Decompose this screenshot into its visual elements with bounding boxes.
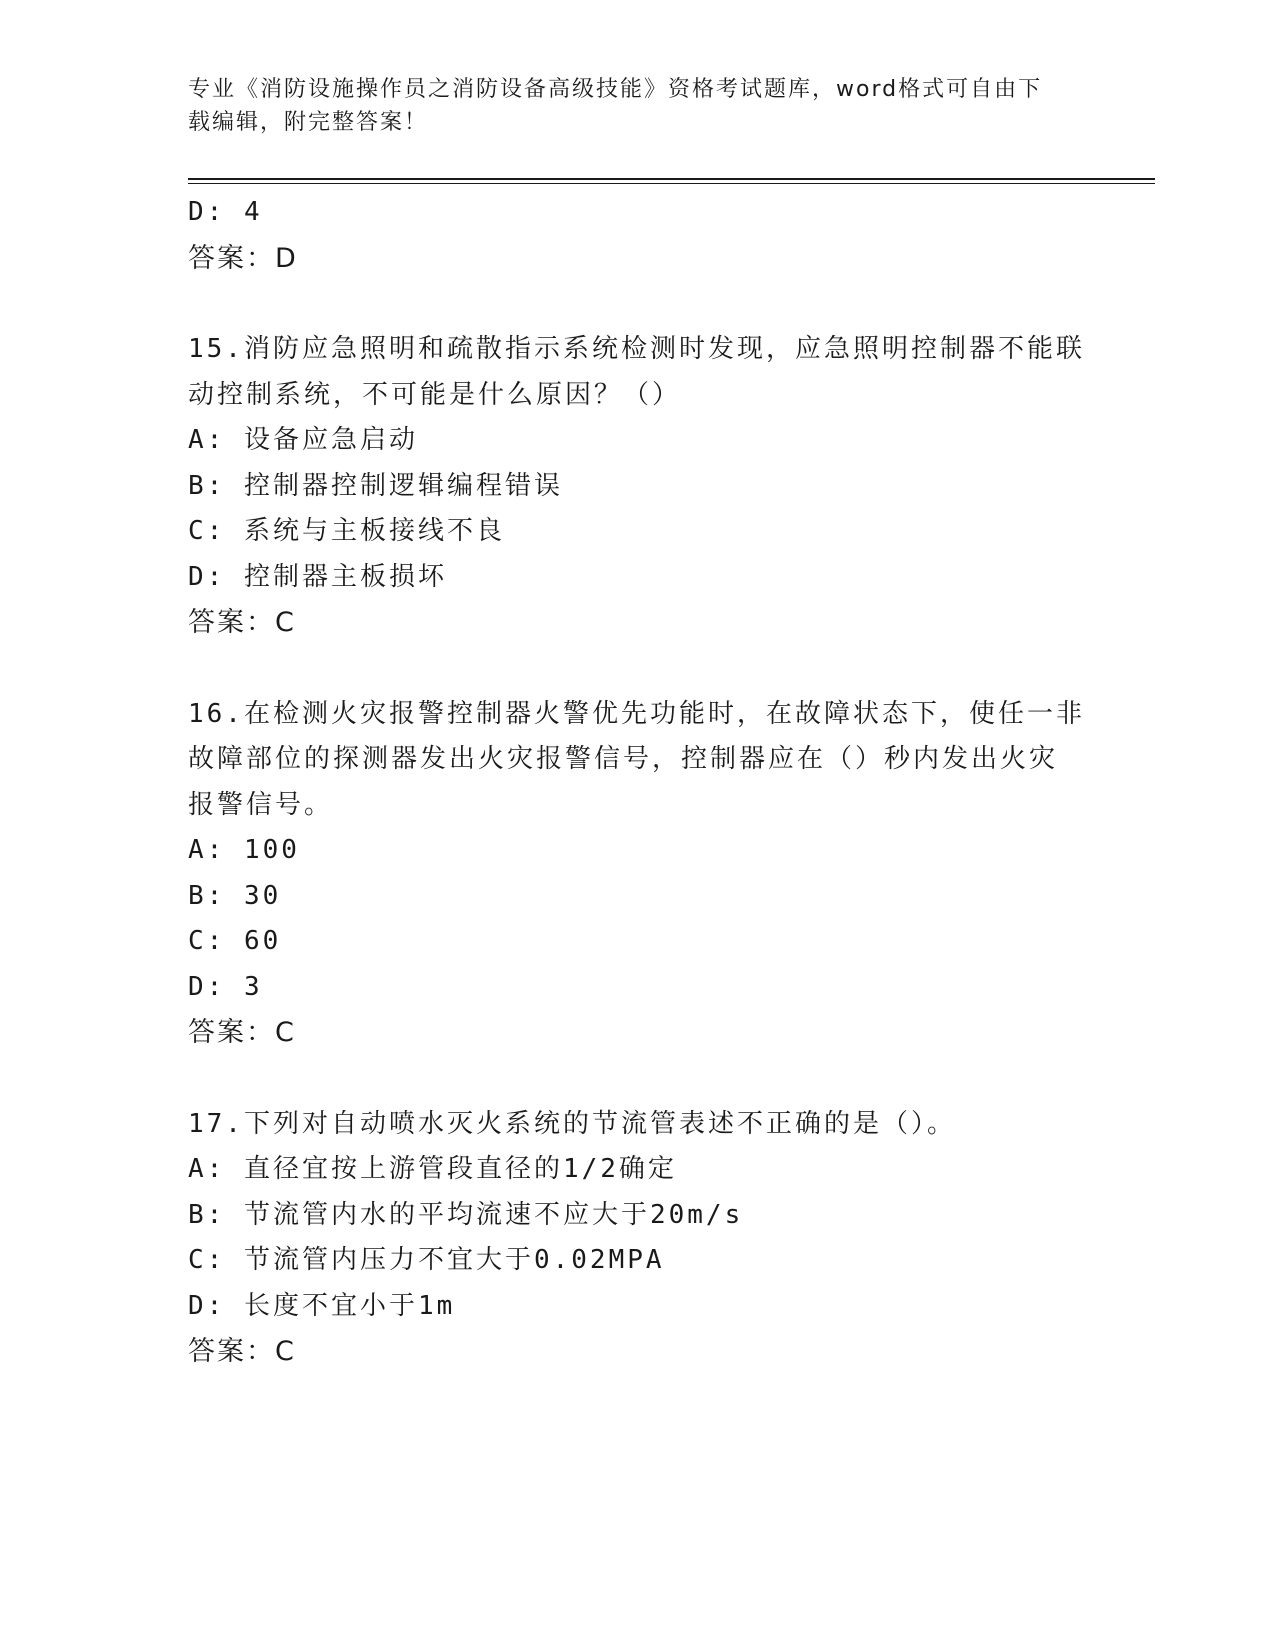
header-divider-thick xyxy=(188,178,1155,180)
question-17 xyxy=(188,1102,1088,1375)
question-16 xyxy=(188,692,1088,1056)
question-text-line: 报警信号。 xyxy=(188,789,334,820)
option-d: D: 控制器主板损坏 xyxy=(188,561,447,592)
header-divider-thin xyxy=(188,183,1155,184)
option-b: B: 节流管内水的平均流速不应大于20m/s xyxy=(188,1199,744,1230)
option-c: C: 节流管内压力不宜大于0.02MPA xyxy=(188,1245,665,1275)
option-a: A: 100 xyxy=(188,835,300,865)
header-line-2: 载编辑，附完整答案！ xyxy=(188,110,429,135)
question-text-line: 16.在检测火灾报警控制器火警优先功能时，在故障状态下，使任一非 xyxy=(188,698,1085,729)
previous-question-tail xyxy=(188,190,1088,281)
question-text-line: 15.消防应急照明和疏散指示系统检测时发现，应急照明控制器不能联 xyxy=(188,334,1085,364)
option-d: D: 4 xyxy=(188,197,263,227)
option-c: C: 60 xyxy=(188,926,282,956)
answer-line: 答案：C xyxy=(188,1017,296,1048)
question-text-line: 17.下列对自动喷水灭火系统的节流管表述不正确的是（）。 xyxy=(188,1108,956,1139)
answer-line: 答案：C xyxy=(188,1336,296,1367)
answer-line: 答案：D xyxy=(188,242,298,274)
option-d: D: 3 xyxy=(188,971,263,1002)
document-header xyxy=(188,73,1088,139)
question-15 xyxy=(188,327,1088,646)
option-d: D: 长度不宜小于1m xyxy=(188,1290,456,1321)
option-c: C: 系统与主板接线不良 xyxy=(188,516,505,546)
option-b: B: 控制器控制逻辑编程错误 xyxy=(188,470,563,501)
header-line-1: 专业《消防设施操作员之消防设备高级技能》资格考试题库，word格式可自由下 xyxy=(188,77,1043,102)
question-text-line: 故障部位的探测器发出火灾报警信号，控制器应在（）秒内发出火灾 xyxy=(188,744,1059,774)
question-text-line: 动控制系统，不可能是什么原因？（） xyxy=(188,379,682,410)
answer-line: 答案：C xyxy=(188,607,296,638)
option-a: A: 设备应急启动 xyxy=(188,425,418,455)
question-content xyxy=(188,190,1088,1375)
option-b: B: 30 xyxy=(188,880,282,911)
option-a: A: 直径宜按上游管段直径的1/2确定 xyxy=(188,1154,677,1184)
